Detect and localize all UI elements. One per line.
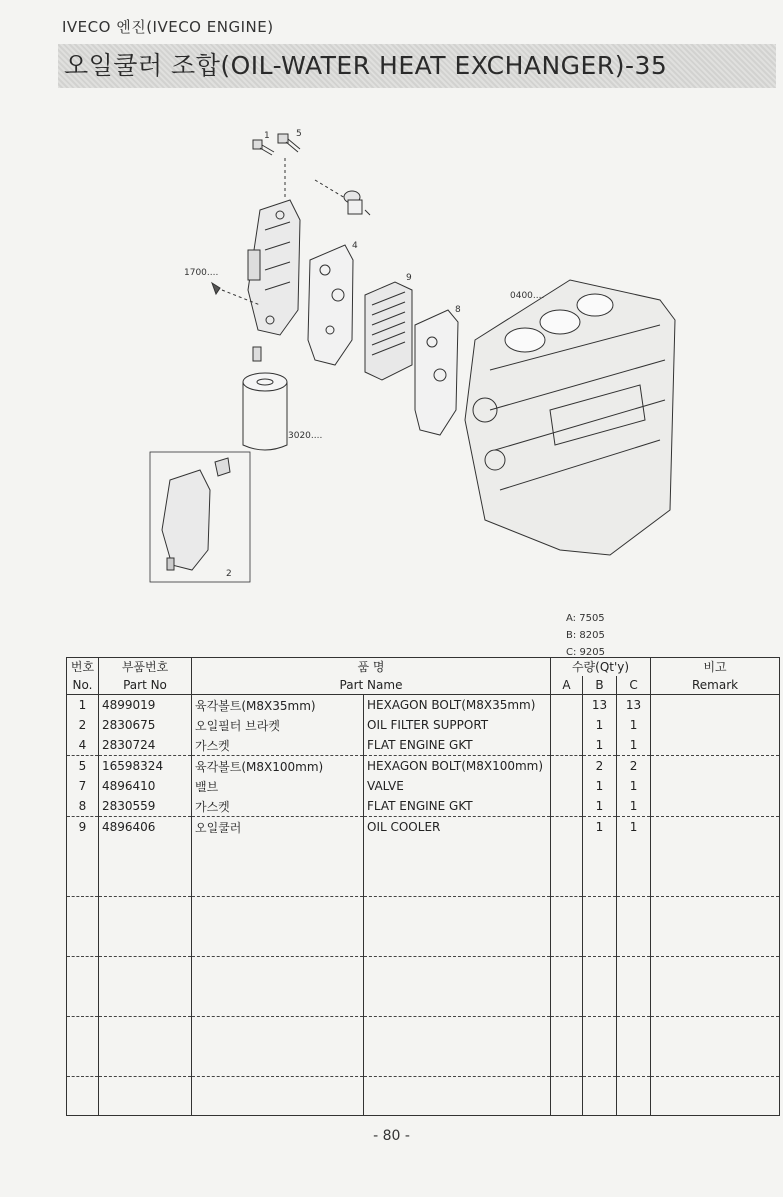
table-row [67, 735, 780, 756]
col-remark-en: Remark [651, 676, 780, 695]
row-qty-a [551, 695, 583, 716]
callout-1: 1 [264, 131, 270, 141]
row-name-ko: 육각볼트(M8X100mm) [192, 756, 364, 777]
empty-row [67, 1077, 780, 1116]
row-name-ko: 오일필터 브라켓 [192, 715, 364, 735]
row-qty-b: 1 [583, 776, 617, 796]
detail-box-part-2 [150, 452, 250, 582]
col-qty: 수량(Qt'y) [551, 658, 651, 677]
gasket-part-8 [415, 310, 458, 435]
row-qty-b: 1 [583, 796, 617, 817]
row-qty-c: 1 [617, 796, 651, 817]
row-name-ko: 가스켓 [192, 735, 364, 756]
row-no: 5 [67, 756, 99, 777]
row-no: 8 [67, 796, 99, 817]
empty-row [67, 1017, 780, 1077]
col-qty-c: C [617, 676, 651, 695]
row-remark [651, 756, 780, 777]
row-qty-b: 2 [583, 756, 617, 777]
callout-0400: 0400.... [510, 291, 545, 301]
row-qty-b: 13 [583, 695, 617, 716]
col-no-en: No. [67, 676, 99, 695]
row-qty-b: 1 [583, 817, 617, 838]
row-qty-a [551, 796, 583, 817]
row-qty-a [551, 756, 583, 777]
col-name-ko: 품 명 [192, 658, 551, 677]
row-part-no: 4899019 [99, 695, 192, 716]
table-row [67, 776, 780, 796]
page-header-small: IVECO 엔진(IVECO ENGINE) [62, 18, 274, 36]
callout-9: 9 [406, 273, 412, 283]
row-qty-b: 1 [583, 715, 617, 735]
row-qty-c: 13 [617, 695, 651, 716]
row-no: 9 [67, 817, 99, 838]
valve-part-7 [344, 191, 370, 215]
callout-5: 5 [296, 129, 302, 139]
col-part-no-en: Part No [99, 676, 192, 695]
table-row [67, 695, 780, 716]
row-qty-c: 1 [617, 735, 651, 756]
oil-filter-support [248, 200, 300, 335]
row-qty-a [551, 776, 583, 796]
table-row [67, 715, 780, 735]
exploded-parts-diagram [140, 110, 680, 600]
col-remark-ko: 비고 [651, 658, 780, 677]
callout-2: 2 [226, 569, 232, 579]
variant-code-b: B: 8205 [566, 630, 605, 641]
row-qty-c: 1 [617, 817, 651, 838]
row-name-en: VALVE [364, 776, 551, 796]
row-part-no: 2830675 [99, 715, 192, 735]
row-remark [651, 817, 780, 838]
col-qty-a: A [551, 676, 583, 695]
row-name-en: OIL COOLER [364, 817, 551, 838]
bolt-part-1 [253, 140, 274, 155]
row-remark [651, 796, 780, 817]
row-qty-a [551, 715, 583, 735]
row-name-en: FLAT ENGINE GKT [364, 735, 551, 756]
row-qty-c: 1 [617, 715, 651, 735]
table-row [67, 817, 780, 838]
oil-filter-cartridge [243, 347, 287, 450]
row-remark [651, 715, 780, 735]
row-part-no: 4896410 [99, 776, 192, 796]
variant-code-a: A: 7505 [566, 613, 605, 624]
table-row [67, 796, 780, 817]
engine-block [465, 280, 675, 555]
col-name-en: Part Name [192, 676, 551, 695]
row-qty-c: 1 [617, 776, 651, 796]
row-no: 4 [67, 735, 99, 756]
variant-codes [566, 610, 605, 661]
row-remark [651, 776, 780, 796]
row-remark [651, 695, 780, 716]
row-remark [651, 735, 780, 756]
col-part-no-ko: 부품번호 [99, 658, 192, 677]
row-no: 2 [67, 715, 99, 735]
row-no: 1 [67, 695, 99, 716]
col-qty-b: B [583, 676, 617, 695]
row-name-en: OIL FILTER SUPPORT [364, 715, 551, 735]
callout-1700: 1700.... [184, 268, 219, 278]
row-name-en: HEXAGON BOLT(M8X35mm) [364, 695, 551, 716]
callout-4: 4 [352, 241, 358, 251]
row-part-no: 2830559 [99, 796, 192, 817]
variant-code-c: C: 9205 [566, 647, 605, 658]
row-name-ko: 오일쿨러 [192, 817, 364, 838]
parts-table [66, 657, 780, 1116]
row-name-en: FLAT ENGINE GKT [364, 796, 551, 817]
row-qty-a [551, 735, 583, 756]
callout-3020: 3020.... [288, 431, 323, 441]
row-part-no: 2830724 [99, 735, 192, 756]
oil-cooler-part-9 [365, 282, 412, 380]
col-no-ko: 번호 [67, 658, 99, 677]
row-name-en: HEXAGON BOLT(M8X100mm) [364, 756, 551, 777]
empty-row [67, 957, 780, 1017]
callout-8: 8 [455, 305, 461, 315]
row-qty-c: 2 [617, 756, 651, 777]
row-qty-b: 1 [583, 735, 617, 756]
row-part-no: 16598324 [99, 756, 192, 777]
row-name-ko: 가스켓 [192, 796, 364, 817]
row-qty-a [551, 817, 583, 838]
row-part-no: 4896406 [99, 817, 192, 838]
gasket-part-4 [308, 245, 353, 365]
row-no: 7 [67, 776, 99, 796]
row-name-ko: 육각볼트(M8X35mm) [192, 695, 364, 716]
empty-row [67, 837, 780, 897]
page-number: - 80 - [373, 1128, 410, 1144]
empty-row [67, 897, 780, 957]
page-title: 오일쿨러 조합(OIL-WATER HEAT EXCHANGER)-35 [64, 51, 668, 80]
row-name-ko: 밸브 [192, 776, 364, 796]
table-row [67, 756, 780, 777]
